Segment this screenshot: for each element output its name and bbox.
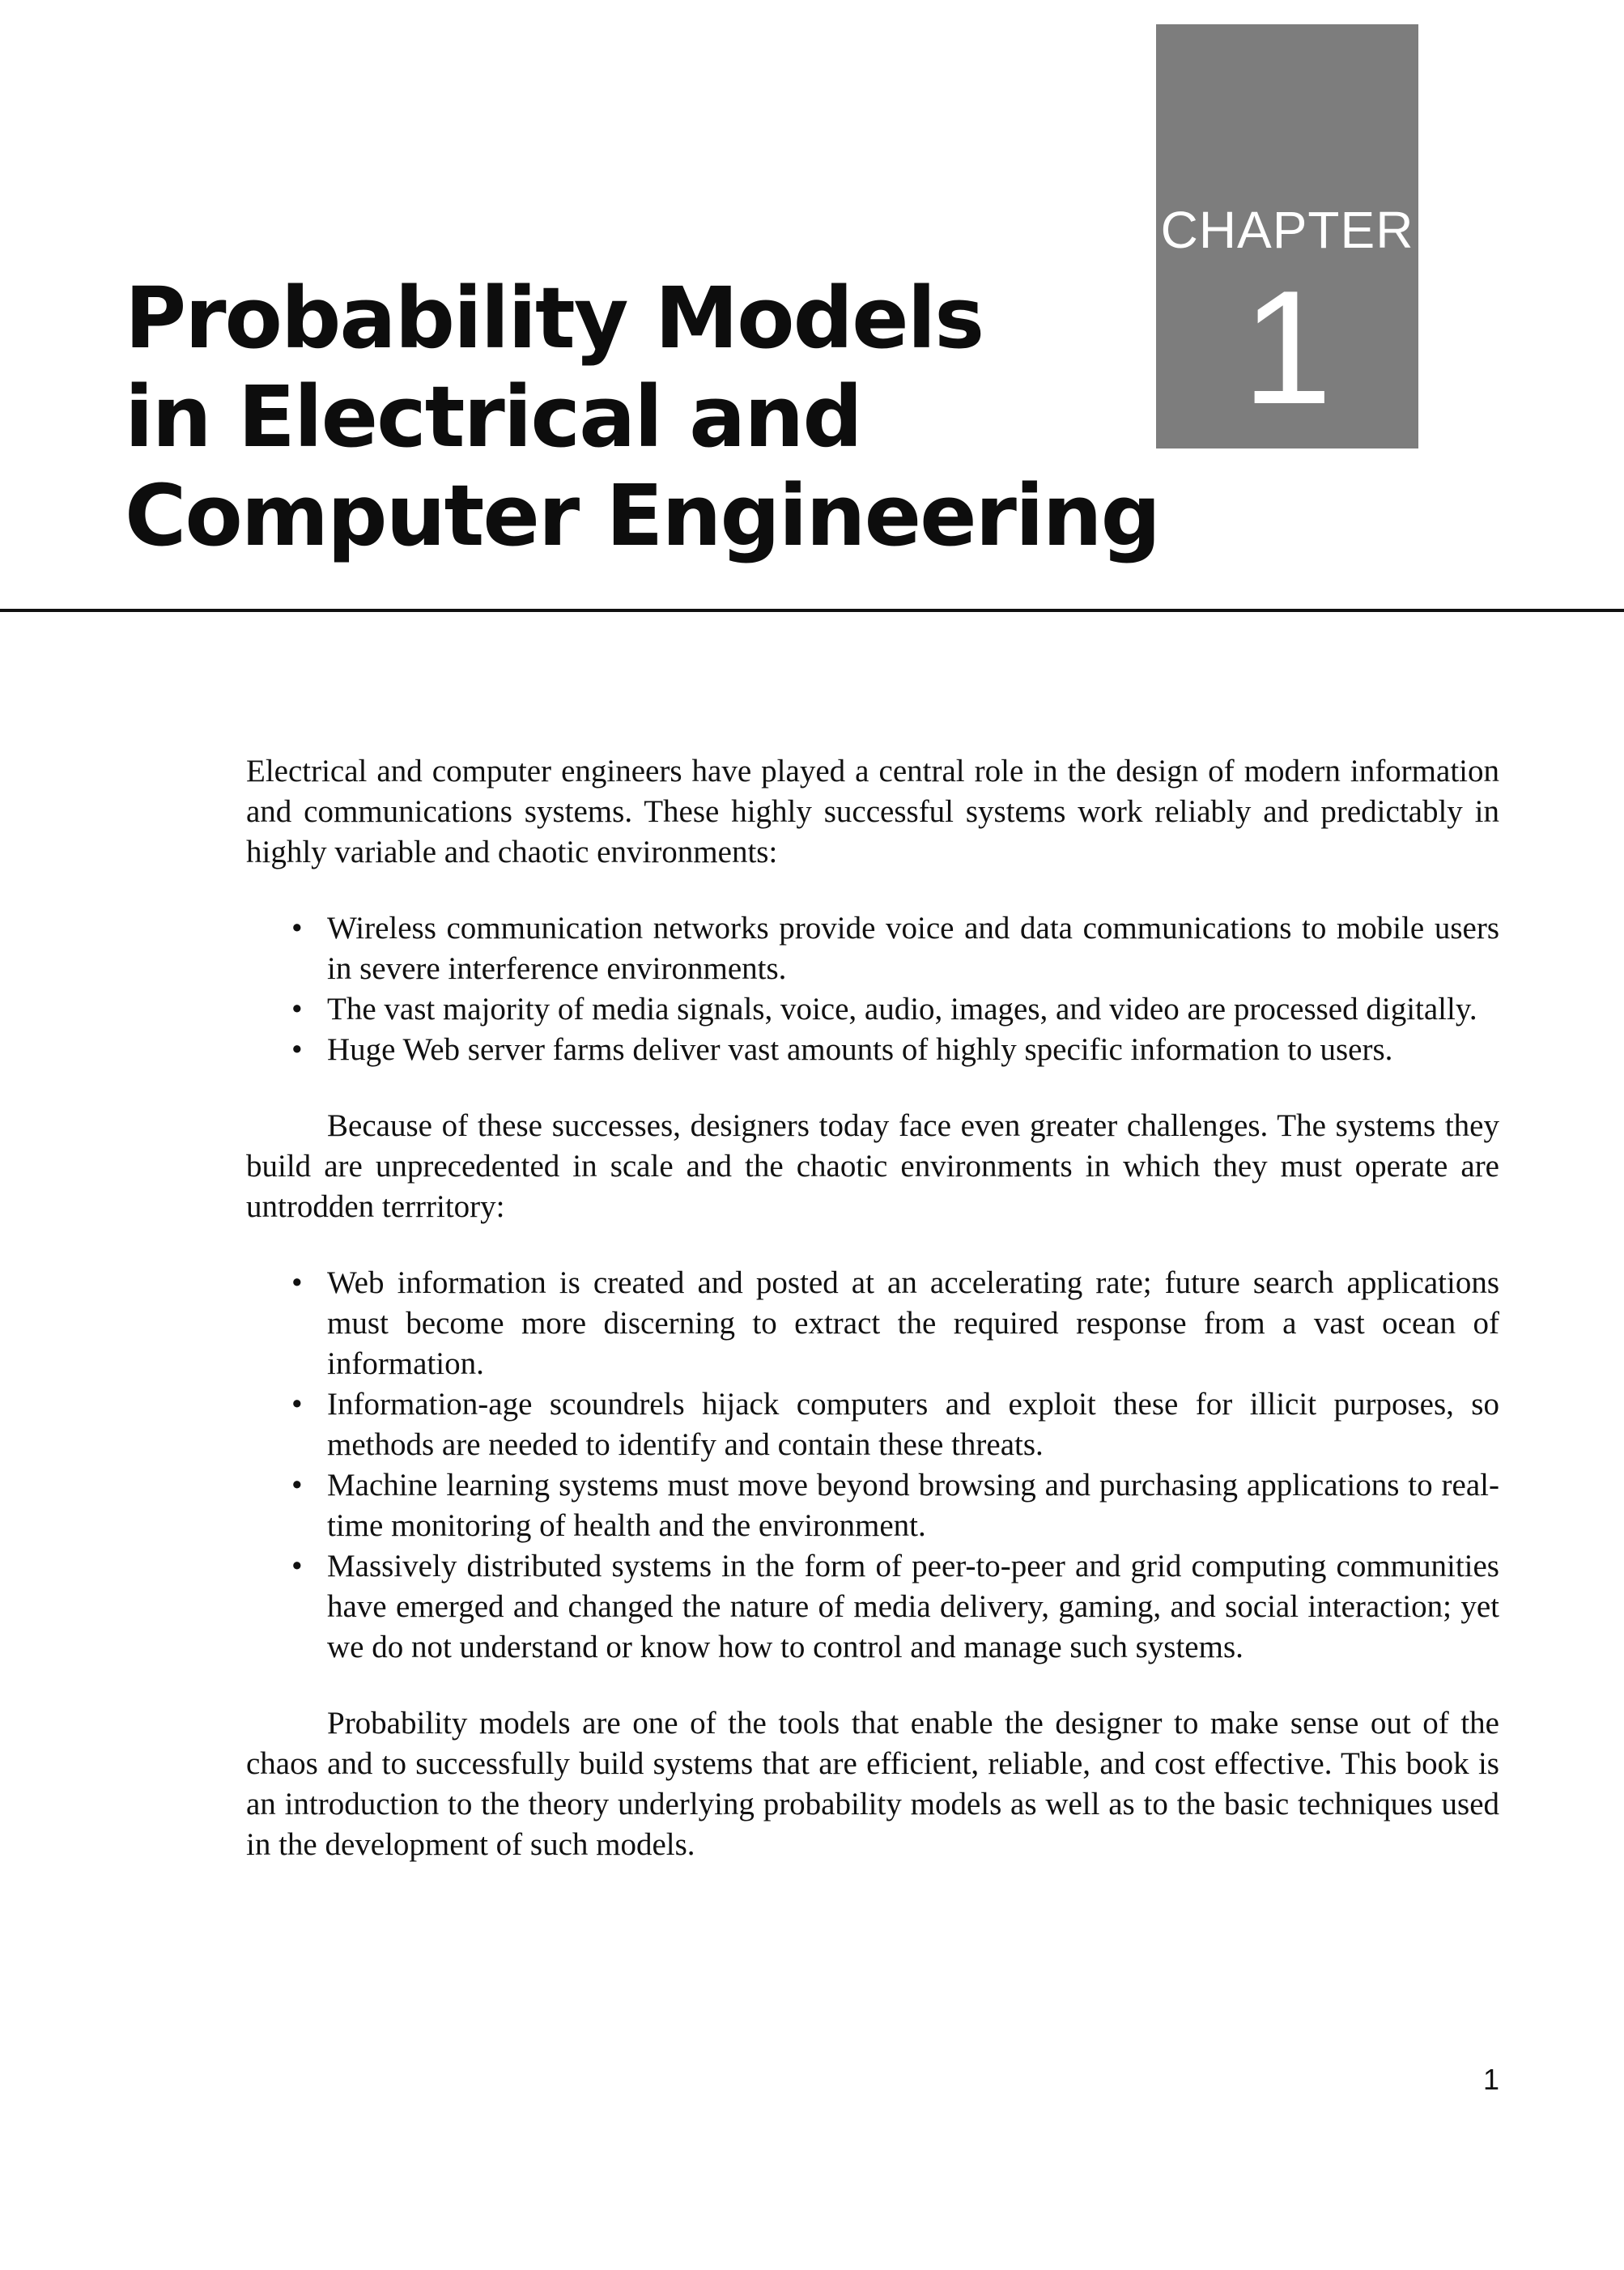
- bullet-icon: •: [291, 1265, 303, 1300]
- bullet-icon: •: [291, 992, 303, 1027]
- list-item: [246, 1030, 1499, 1070]
- list-item-text: Web information is created and posted at an accelerating rate; future search applications must become more discerning to extract the required response from a vast ocean of information.: [327, 1265, 1499, 1381]
- list-item-text: Huge Web server farms deliver vast amounts of highly specific information to users.: [327, 1032, 1393, 1067]
- chapter-badge: [1156, 24, 1418, 448]
- bullet-icon: •: [291, 1387, 303, 1422]
- challenges-paragraph: Because of these successes, designers today face even greater challenges. The systems they build are unprecedented in scale and the chaotic environments in which they must operate are untrodden terrritory:: [246, 1108, 1499, 1224]
- list-item-text: Wireless communication networks provide voice and data communications to mobile users in severe interference environments.: [327, 911, 1499, 986]
- list-item: [246, 1546, 1499, 1668]
- list-item: [246, 1465, 1499, 1546]
- closing-paragraph: Probability models are one of the tools that enable the designer to make sense out of the chaos and to successfully build systems that are efficient, reliable, and cost effective. This book is an introduction to the theory underlying probability models as well as to the basic techniques used in the development of such models.: [246, 1706, 1499, 1862]
- chapter-title-line: Probability Models: [125, 269, 984, 368]
- bullet-icon: •: [291, 1032, 303, 1067]
- bullet-icon: •: [291, 1549, 303, 1583]
- page-number: 1: [1482, 2063, 1499, 2096]
- bullet-list-current-systems: [246, 908, 1499, 1070]
- chapter-number: 1: [1242, 257, 1333, 438]
- chapter-title: [125, 269, 1160, 565]
- chapter-title-line: Computer Engineering: [125, 466, 1160, 565]
- list-item-text: Machine learning systems must move beyond browsing and purchasing applications to real-time monitoring of health and the environment.: [327, 1468, 1499, 1543]
- list-item-text: Massively distributed systems in the form of peer-to-peer and grid computing communities have emerged and changed the nature of media delivery, gaming, and social interaction; yet we do not understand or know how to control and manage such systems.: [327, 1549, 1499, 1664]
- list-item: [246, 908, 1499, 989]
- title-divider: [0, 609, 1624, 612]
- chapter-label: CHAPTER: [1160, 201, 1414, 259]
- list-item: [246, 1384, 1499, 1465]
- list-item-text: Information-age scoundrels hijack computers and exploit these for illicit purposes, so methods are needed to identify and contain these threats.: [327, 1387, 1499, 1462]
- list-item: [246, 1263, 1499, 1384]
- bullet-icon: •: [291, 1468, 303, 1503]
- chapter-title-line: in Electrical and: [125, 368, 861, 466]
- bullet-icon: •: [291, 911, 303, 946]
- bullet-list-challenges: [246, 1263, 1499, 1668]
- chapter-body: [246, 751, 1499, 1865]
- list-item-text: The vast majority of media signals, voice, audio, images, and video are processed digitally.: [327, 992, 1477, 1027]
- list-item: [246, 989, 1499, 1030]
- intro-paragraph: Electrical and computer engineers have played a central role in the design of modern information and communications systems. These highly successful systems work reliably and predictably in highly variable and chaotic environments:: [246, 754, 1499, 869]
